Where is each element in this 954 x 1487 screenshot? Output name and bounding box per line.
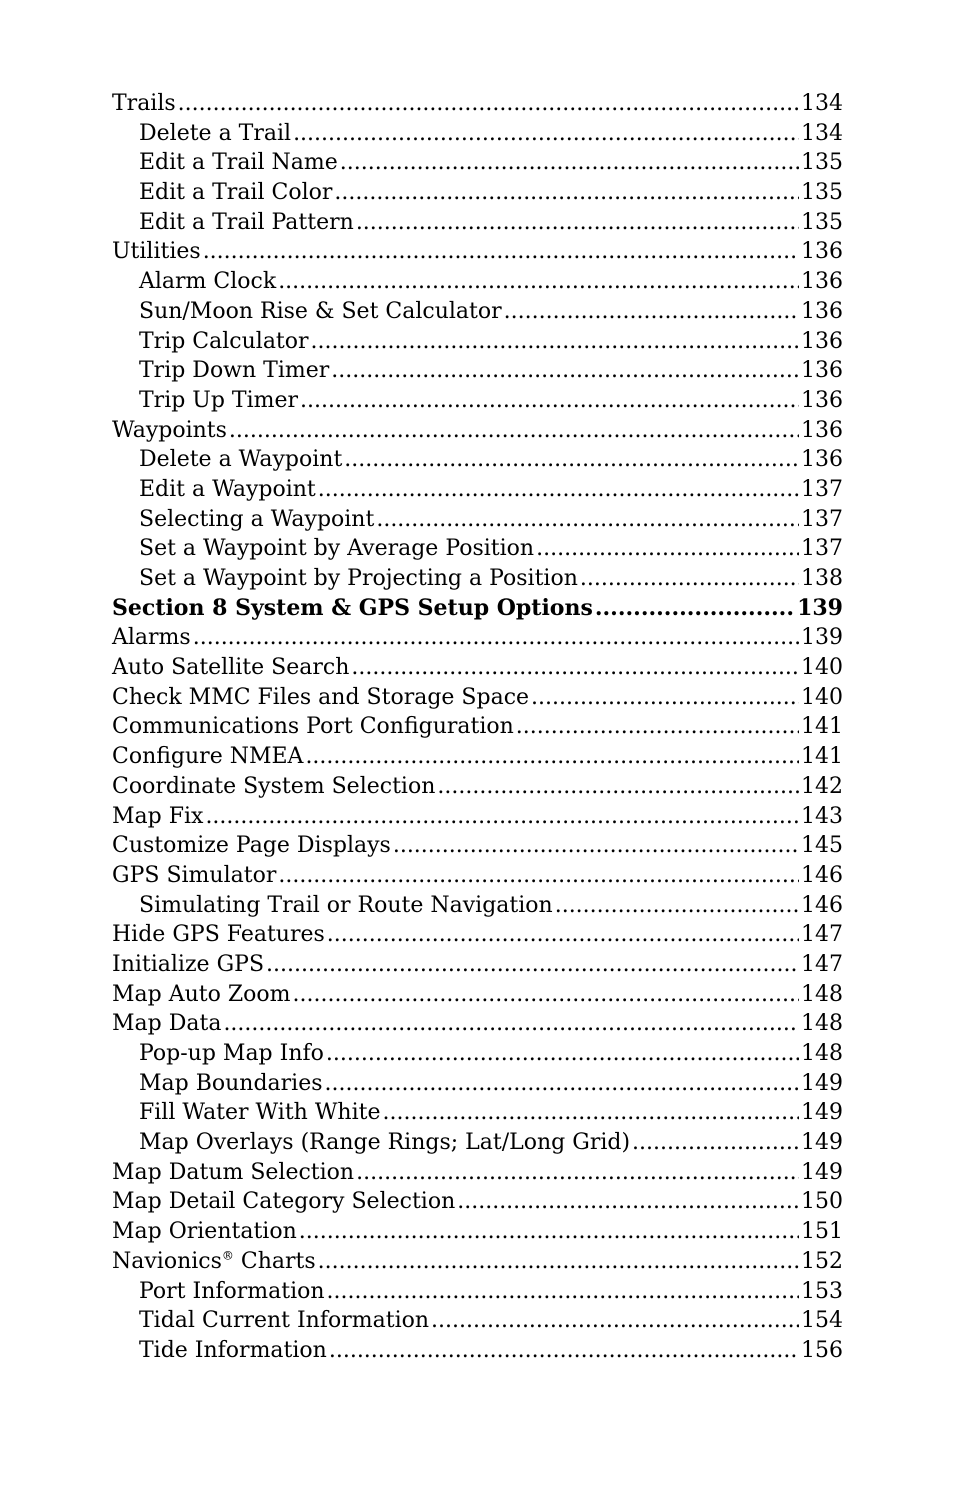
- toc-entry-page-number: 136: [801, 328, 843, 354]
- toc-entry-label-text: Configure NMEA: [112, 744, 304, 770]
- toc-entry-page-number: 147: [801, 922, 843, 948]
- toc-entry-label: [139, 1336, 327, 1366]
- toc-entry-label: [139, 119, 291, 149]
- toc-entry-page-number: 150: [801, 1189, 843, 1215]
- dot-leader: [356, 1158, 799, 1188]
- toc-entry[interactable]: [112, 712, 843, 742]
- toc-entry-label: [112, 920, 325, 950]
- toc-entry-label-text: Trip Up Timer: [139, 387, 299, 413]
- toc-entry-label-text: GPS Simulator: [112, 862, 277, 888]
- dot-leader: [193, 623, 799, 653]
- toc-entry-page-number: 136: [801, 447, 843, 473]
- toc-entry-label-text: Map Orientation: [112, 1219, 297, 1245]
- dot-leader: [457, 1187, 799, 1217]
- toc-entry[interactable]: [112, 742, 843, 772]
- dot-leader: [223, 1009, 799, 1039]
- toc-entry-label-text: Coordinate System Selection: [112, 773, 436, 799]
- toc-entry-page-number: 134: [801, 120, 843, 146]
- dot-leader: [327, 920, 799, 950]
- toc-entry-label: [112, 1187, 455, 1217]
- toc-entry-page-number: 156: [801, 1337, 843, 1363]
- toc-entry-label: [112, 237, 201, 267]
- toc-entry-label: [139, 386, 298, 416]
- toc-entry[interactable]: [112, 1009, 843, 1039]
- toc-entry-page-number: 141: [801, 714, 843, 740]
- toc-entry-page-number: 146: [801, 892, 843, 918]
- toc-entry-label-text: Trip Calculator: [139, 328, 309, 354]
- toc-entry-label-text: Map Overlays (Range Rings; Lat/Long Grid): [139, 1130, 631, 1156]
- toc-entry-label-text: Waypoints: [112, 417, 227, 443]
- toc-entry-page-number: 149: [801, 1159, 843, 1185]
- toc-entry[interactable]: [112, 861, 843, 891]
- toc-entry-label: [112, 980, 291, 1010]
- toc-entry-page-number: 136: [801, 358, 843, 384]
- toc-entry-label-text: Selecting a Waypoint: [139, 506, 375, 532]
- toc-entry-label-text: Edit a Trail Name: [139, 150, 338, 176]
- toc-entry-label-text: Map Data: [112, 1011, 222, 1037]
- toc-entry-label: [112, 861, 276, 891]
- toc-entry-page-number: 135: [801, 209, 843, 235]
- dot-leader: [178, 89, 799, 119]
- toc-entry-label-text: Map Boundaries: [139, 1070, 323, 1096]
- toc-entry-page-number: 148: [801, 981, 843, 1007]
- toc-entry-label: [139, 1098, 381, 1128]
- toc-entry-label: [139, 1128, 630, 1158]
- toc-entry[interactable]: [112, 653, 843, 683]
- toc-entry-label: [112, 623, 191, 653]
- toc-entry[interactable]: [112, 297, 843, 327]
- toc-entry-label-text: Set a Waypoint by Average Position: [139, 536, 535, 562]
- toc-entry-label: [139, 267, 276, 297]
- toc-entry-page-number: 137: [801, 476, 843, 502]
- dot-leader: [376, 505, 799, 535]
- dot-leader: [351, 653, 799, 683]
- dot-leader: [393, 831, 799, 861]
- toc-entry[interactable]: [112, 1277, 843, 1307]
- toc-entry[interactable]: [112, 980, 843, 1010]
- dot-leader: [299, 1217, 799, 1247]
- toc-entry-label: [112, 742, 303, 772]
- toc-entry-page-number: 135: [801, 150, 843, 176]
- toc-entry-label-text: Edit a Trail Color: [139, 180, 333, 206]
- dot-leader: [334, 178, 799, 208]
- toc-entry-label-text: Navionics: [112, 1248, 222, 1274]
- toc-entry[interactable]: [112, 1247, 843, 1277]
- dot-leader: [311, 327, 799, 357]
- toc-entry-label-text: Map Auto Zoom: [112, 981, 291, 1007]
- toc-entry-label: [112, 831, 391, 861]
- toc-entry-label: [112, 416, 227, 446]
- toc-entry[interactable]: [112, 683, 843, 713]
- registered-mark: ®: [221, 1248, 234, 1263]
- toc-entry-label-text: Delete a Trail: [139, 120, 292, 146]
- toc-entry-label-text: Edit a Waypoint: [139, 476, 316, 502]
- toc-entry[interactable]: [112, 772, 843, 802]
- toc-entry-label-text: Alarms: [112, 625, 191, 651]
- dot-leader: [437, 772, 799, 802]
- toc-entry-label: [139, 148, 338, 178]
- toc-entry-label-text: Map Fix: [112, 803, 204, 829]
- toc-entry-page-number: 136: [801, 387, 843, 413]
- toc-entry-label: [139, 356, 329, 386]
- toc-entry-label-suffix: Charts: [233, 1248, 316, 1274]
- toc-entry-label-text: Trip Down Timer: [139, 358, 330, 384]
- toc-entry[interactable]: [112, 1217, 843, 1247]
- dot-leader: [305, 742, 799, 772]
- toc-entry-label-text: Utilities: [112, 239, 201, 265]
- toc-entry-label-text: Tidal Current Information: [139, 1308, 430, 1334]
- toc-entry-label-text: Set a Waypoint by Projecting a Position: [139, 566, 578, 591]
- dot-leader: [504, 297, 799, 327]
- toc-entry-label-text: Auto Satellite Search: [112, 655, 350, 681]
- toc-entry[interactable]: [112, 445, 843, 475]
- dot-leader: [300, 386, 799, 416]
- toc-entry-page-number: 149: [801, 1130, 843, 1156]
- toc-entry[interactable]: [112, 950, 843, 980]
- dot-leader: [595, 594, 795, 624]
- toc-entry-page-number: 149: [801, 1070, 843, 1096]
- dot-leader: [205, 802, 799, 832]
- toc-entry[interactable]: [112, 1187, 843, 1217]
- toc-entry-label: [112, 653, 349, 683]
- toc-entry-label-text: Check MMC Files and Storage Space: [112, 684, 530, 710]
- toc-entry-page-number: 152: [801, 1248, 843, 1274]
- dot-leader: [318, 475, 799, 505]
- dot-leader: [325, 1069, 799, 1099]
- toc-entry[interactable]: [112, 148, 843, 178]
- toc-entry[interactable]: [112, 356, 843, 386]
- toc-entry-page-number: 145: [801, 833, 843, 859]
- toc-entry-page-number: 140: [801, 684, 843, 710]
- toc-entry-page-number: 139: [801, 625, 843, 651]
- dot-leader: [531, 683, 799, 713]
- toc-entry-label-text: Initialize GPS: [112, 951, 265, 977]
- toc-entry-page-number: 135: [801, 180, 843, 206]
- toc-entry[interactable]: [112, 505, 843, 535]
- dot-leader: [278, 861, 799, 891]
- toc-entry-label: [139, 297, 502, 327]
- toc-entry-page-number: 142: [801, 773, 843, 799]
- dot-leader: [266, 950, 799, 980]
- toc-entry-page-number: 136: [801, 269, 843, 295]
- toc-entry-label: [112, 772, 435, 802]
- dot-leader: [555, 891, 799, 921]
- dot-leader: [356, 208, 799, 238]
- toc-entry[interactable]: [112, 831, 843, 861]
- dot-leader: [340, 148, 799, 178]
- toc-entry[interactable]: [112, 386, 843, 416]
- toc-entry[interactable]: [112, 1306, 843, 1336]
- toc-entry[interactable]: [112, 1158, 843, 1188]
- toc-entry-label: [112, 1158, 354, 1188]
- toc-entry-page-number: 147: [801, 951, 843, 977]
- toc-entry[interactable]: [112, 1069, 843, 1099]
- toc-entry[interactable]: [112, 534, 843, 564]
- toc-entry-label-text: Delete a Waypoint: [139, 447, 343, 473]
- dot-leader: [580, 564, 799, 594]
- toc-entry-page-number: 138: [801, 566, 843, 591]
- toc-entry-page-number: 136: [801, 239, 843, 265]
- toc-entry-page-number: 148: [801, 1011, 843, 1037]
- toc-entry-label: [139, 564, 578, 594]
- dot-leader: [516, 712, 799, 742]
- toc-entry-label-text: Pop-up Map Info: [139, 1041, 324, 1066]
- toc-entry-label: [112, 89, 176, 119]
- toc-entry[interactable]: [112, 802, 843, 832]
- toc-entry-label: [139, 505, 374, 535]
- toc-entry-label: [112, 683, 529, 713]
- toc-entry[interactable]: [112, 119, 843, 149]
- toc-entry-label: [112, 1009, 221, 1039]
- toc-entry-label-text: Customize Page Displays: [112, 833, 391, 859]
- toc-entry[interactable]: [112, 178, 843, 208]
- toc-entry-label: [139, 1306, 429, 1336]
- toc-entry-page-number: 139: [797, 594, 843, 621]
- dot-leader: [318, 1247, 799, 1277]
- toc-entry-page-number: 141: [801, 744, 843, 770]
- toc-entry-label: [112, 1217, 297, 1247]
- toc-entry-page-number: 137: [801, 536, 843, 562]
- toc-entry[interactable]: [112, 1098, 843, 1128]
- toc-entry-label: [139, 208, 354, 238]
- dot-leader: [536, 534, 799, 564]
- toc-entry[interactable]: [112, 475, 843, 505]
- toc-entry-label: [139, 445, 342, 475]
- toc-entry-label-text: Map Datum Selection: [112, 1159, 355, 1185]
- toc-entry[interactable]: [112, 416, 843, 446]
- table-of-contents: [112, 89, 843, 1366]
- toc-entry-label: [139, 475, 316, 505]
- toc-entry[interactable]: [112, 920, 843, 950]
- toc-entry-page-number: 137: [801, 506, 843, 532]
- dot-leader: [632, 1128, 799, 1158]
- toc-entry-label-text: Edit a Trail Pattern: [139, 209, 354, 235]
- toc-entry-page-number: 143: [801, 803, 843, 829]
- toc-entry-label: [112, 712, 514, 742]
- toc-entry-page-number: 136: [801, 417, 843, 443]
- dot-leader: [326, 1039, 799, 1069]
- toc-entry-label-text: Port Information: [139, 1278, 325, 1304]
- toc-entry-label-text: Tide Information: [139, 1337, 327, 1363]
- toc-entry-label-text: Section 8 System & GPS Setup Options: [112, 594, 593, 621]
- toc-entry[interactable]: [112, 89, 843, 119]
- toc-entry-label: [139, 178, 332, 208]
- toc-entry-page-number: 136: [801, 298, 843, 324]
- toc-entry[interactable]: [112, 267, 843, 297]
- dot-leader: [331, 356, 799, 386]
- dot-leader: [383, 1098, 800, 1128]
- toc-entry[interactable]: [112, 208, 843, 238]
- toc-entry-page-number: 154: [801, 1308, 843, 1334]
- toc-entry-label: [139, 891, 553, 921]
- toc-entry-label: [139, 1039, 324, 1069]
- dot-leader: [229, 416, 799, 446]
- dot-leader: [278, 267, 799, 297]
- toc-entry-page-number: 153: [801, 1278, 843, 1304]
- toc-entry-label: [112, 594, 593, 624]
- toc-entry-label-text: Trails: [112, 91, 176, 116]
- toc-entry[interactable]: [112, 891, 843, 921]
- toc-entry-label-text: Sun/Moon Rise & Set Calculator: [139, 298, 502, 324]
- dot-leader: [293, 980, 800, 1010]
- toc-entry-label-text: Hide GPS Features: [112, 922, 325, 948]
- toc-entry-label-text: Map Detail Category Selection: [112, 1189, 456, 1215]
- toc-entry-label: [139, 327, 309, 357]
- toc-entry-label-text: Simulating Trail or Route Navigation: [139, 892, 553, 918]
- toc-entry[interactable]: [112, 564, 843, 594]
- toc-entry-label: [112, 1247, 316, 1277]
- dot-leader: [431, 1306, 799, 1336]
- toc-entry-label: [112, 802, 203, 832]
- dot-leader: [329, 1336, 799, 1366]
- dot-leader: [203, 237, 799, 267]
- dot-leader: [344, 445, 799, 475]
- toc-entry[interactable]: [112, 1336, 843, 1366]
- toc-entry-page-number: 146: [801, 862, 843, 888]
- toc-entry[interactable]: [112, 327, 843, 357]
- toc-entry-label: [112, 950, 264, 980]
- toc-entry-page-number: 148: [801, 1041, 843, 1066]
- toc-entry-label-text: Fill Water With White: [139, 1100, 381, 1126]
- dot-leader: [327, 1277, 799, 1307]
- toc-entry[interactable]: [112, 1039, 843, 1069]
- toc-entry[interactable]: [112, 237, 843, 267]
- toc-entry-label: [139, 534, 534, 564]
- toc-entry-page-number: 149: [801, 1100, 843, 1126]
- toc-section-heading[interactable]: [112, 594, 843, 624]
- toc-entry[interactable]: [112, 1128, 843, 1158]
- toc-entry-label: [139, 1069, 323, 1099]
- toc-entry-page-number: 151: [801, 1219, 843, 1245]
- dot-leader: [293, 119, 799, 149]
- toc-entry[interactable]: [112, 623, 843, 653]
- toc-entry-label: [139, 1277, 325, 1307]
- toc-entry-page-number: 140: [801, 655, 843, 681]
- toc-entry-page-number: 134: [801, 91, 843, 116]
- toc-entry-label-text: Alarm Clock: [139, 269, 277, 295]
- toc-entry-label-text: Communications Port Configuration: [112, 714, 514, 740]
